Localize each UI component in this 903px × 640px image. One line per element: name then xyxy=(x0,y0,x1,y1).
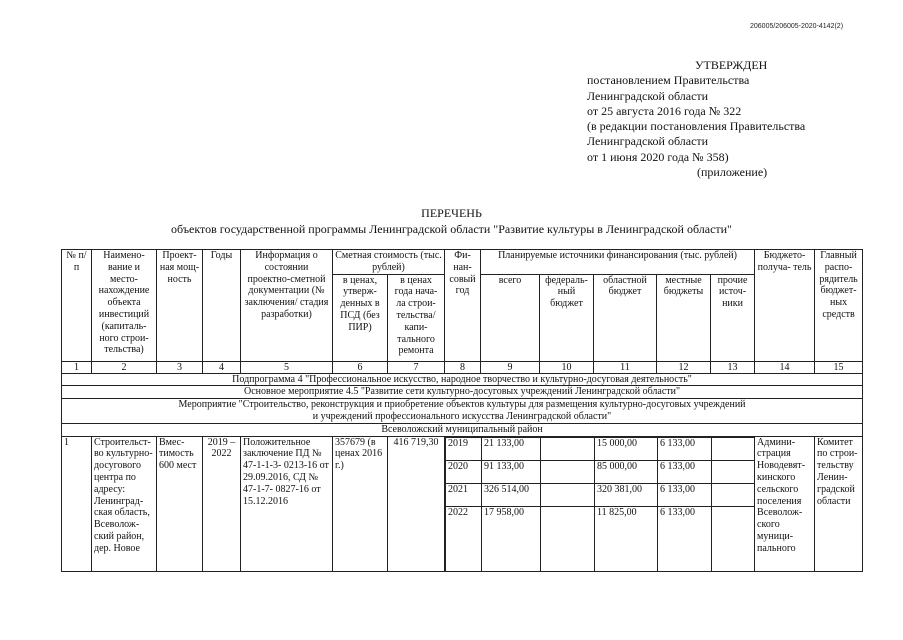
fin-other xyxy=(712,437,755,460)
row-manager: Комитет по строи- тельству Ленин- градской области xyxy=(815,436,863,571)
fin-other xyxy=(712,483,755,506)
financing-row xyxy=(446,460,755,483)
col-number: 6 xyxy=(333,361,388,373)
financing-row xyxy=(446,506,755,571)
row-docs: Положительное заключение ПД № 47-1-1-3- 0213-16 от 29.09.2016, СД № 47-1-7- 0827-16 от 15.12.2016 xyxy=(241,436,333,571)
col-number: 13 xyxy=(711,361,755,373)
header-local: местные бюджеты xyxy=(657,274,711,361)
approval-line: Ленинградской области xyxy=(587,134,709,149)
col-number: 12 xyxy=(657,361,711,373)
event-line: Мероприятие "Строительство, реконструкция и приобретение объектов культуры для размещения культурно-досуговых учреждений xyxy=(178,399,746,411)
col-number: 3 xyxy=(157,361,203,373)
investment-table xyxy=(61,249,863,572)
approval-appendix: (приложение) xyxy=(697,165,768,180)
fin-total: 17 958,00 xyxy=(482,506,541,571)
header-recipient: Бюджето- получа- тель xyxy=(755,250,815,362)
main-event-title: Основное мероприятие 4.5 "Развитие сети культурно-досуговых учреждений Ленинградской области" xyxy=(62,386,863,399)
col-number: 7 xyxy=(388,361,445,373)
row-num: 1 xyxy=(62,436,92,571)
header-num: № п/п xyxy=(62,250,92,362)
fin-federal xyxy=(541,483,595,506)
fin-regional: 85 000,00 xyxy=(595,460,658,483)
header-manager: Главный распо- рядитель бюджет- ных средств xyxy=(815,250,863,362)
col-number: 2 xyxy=(92,361,157,373)
financing-table xyxy=(445,437,755,571)
header-other: прочие источ- ники xyxy=(711,274,755,361)
fin-other xyxy=(712,506,755,571)
approval-line: постановлением Правительства xyxy=(587,73,750,88)
fin-year: 2020 xyxy=(446,460,482,483)
header-total: всего xyxy=(481,274,540,361)
header-capacity: Проект- ная мощ- ность xyxy=(157,250,203,362)
document-heading xyxy=(0,206,903,237)
fin-local: 6 133,00 xyxy=(658,483,712,506)
col-number: 1 xyxy=(62,361,92,373)
fin-local: 6 133,00 xyxy=(658,460,712,483)
district-row xyxy=(62,423,863,436)
fin-federal xyxy=(541,437,595,460)
fin-year: 2021 xyxy=(446,483,482,506)
row-recipient: Админи- страция Новодевят- кинского сельского поселения Всеволож- ского муници- пального xyxy=(755,436,815,571)
header-years: Годы xyxy=(203,250,241,362)
main-event-row xyxy=(62,386,863,399)
row-cost-start: 416 719,30 xyxy=(388,436,445,571)
header-name: Наимено- вание и место- нахождение объекта инвестиций (капиталь- ного строи- тельства) xyxy=(92,250,157,362)
col-number: 5 xyxy=(241,361,333,373)
header-row xyxy=(62,250,863,275)
column-number-row xyxy=(62,361,863,373)
heading-title: ПЕРЕЧЕНЬ xyxy=(421,206,482,220)
fin-other xyxy=(712,460,755,483)
col-number: 8 xyxy=(445,361,481,373)
fin-federal xyxy=(541,506,595,571)
row-name: Строительст- во культурно- досугового центра по адресу: Ленинград- ская область, Всеволож- ский район, дер. Новое xyxy=(92,436,157,571)
district-title: Всеволожский муниципальный район xyxy=(62,423,863,436)
fin-local: 6 133,00 xyxy=(658,437,712,460)
col-number: 15 xyxy=(815,361,863,373)
subprogram-row xyxy=(62,373,863,386)
col-number: 11 xyxy=(594,361,657,373)
row-years: 2019 – 2022 xyxy=(203,436,241,571)
fin-total: 21 133,00 xyxy=(482,437,541,460)
approval-line: Ленинградской области xyxy=(587,88,709,103)
header-fin-year: Фи- нан- совый год xyxy=(445,250,481,362)
col-number: 9 xyxy=(481,361,540,373)
subprogram-title: Подпрограмма 4 "Профессиональное искусство, народное творчество и культурно-досуговая деятельность" xyxy=(62,373,863,386)
document-id: 206005/206005-2020-4142(2) xyxy=(750,23,844,30)
fin-local: 6 133,00 xyxy=(658,506,712,571)
approval-title: УТВЕРЖДЕН xyxy=(695,58,768,72)
header-cost-group: Сметная стоимость (тыс. рублей) xyxy=(333,250,445,275)
approval-block xyxy=(587,58,805,180)
header-cost-psd: в ценах, утверж- денных в ПСД (без ПИР) xyxy=(333,274,388,361)
header-cost-start: в ценах года нача- ла строи- тельства/ капи- тального ремонта xyxy=(388,274,445,361)
col-number: 4 xyxy=(203,361,241,373)
event-line: и учреждений профессионального искусства Ленинградской области" xyxy=(312,410,612,422)
header-sources-group: Планируемые источники финансирования (тыс. рублей) xyxy=(481,250,755,275)
fin-regional: 15 000,00 xyxy=(595,437,658,460)
fin-total: 91 133,00 xyxy=(482,460,541,483)
header-docs: Информация о состоянии проектно-сметной документации (№ заключения/ стадия разработки) xyxy=(241,250,333,362)
event-title xyxy=(62,399,863,424)
fin-federal xyxy=(541,460,595,483)
financing-row xyxy=(446,437,755,460)
col-number: 14 xyxy=(755,361,815,373)
row-cost-psd: 357679 (в ценах 2016 г.) xyxy=(333,436,388,571)
event-row xyxy=(62,399,863,424)
approval-line: от 1 июня 2020 года № 358) xyxy=(587,149,729,164)
fin-regional: 11 825,00 xyxy=(595,506,658,571)
header-federal: федераль- ный бюджет xyxy=(540,274,594,361)
col-number: 10 xyxy=(540,361,594,373)
fin-year: 2019 xyxy=(446,437,482,460)
heading-subtitle: объектов государственной программы Ленинградской области "Развитие культуры в Ленинградской области" xyxy=(171,221,732,236)
approval-line: от 25 августа 2016 года № 322 xyxy=(587,103,742,118)
fin-total: 326 514,00 xyxy=(482,483,541,506)
fin-regional: 320 381,00 xyxy=(595,483,658,506)
approval-line: (в редакции постановления Правительства xyxy=(587,119,806,134)
header-regional: областной бюджет xyxy=(594,274,657,361)
financing-block xyxy=(445,436,755,571)
table-row xyxy=(62,436,863,571)
row-capacity: Вмес- тимость 600 мест xyxy=(157,436,203,571)
financing-row xyxy=(446,483,755,506)
fin-year: 2022 xyxy=(446,506,482,571)
